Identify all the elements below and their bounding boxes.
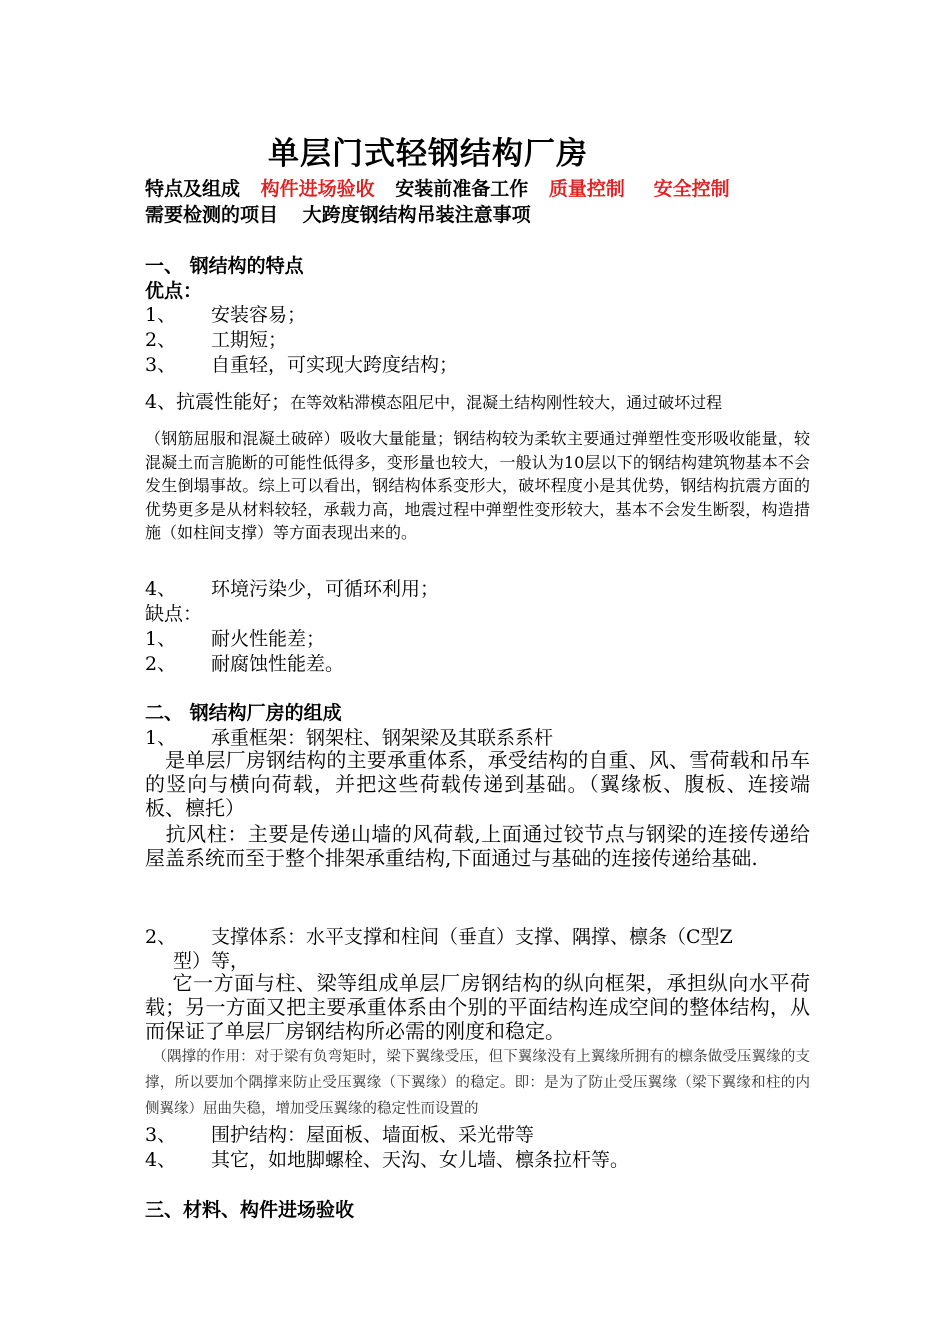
list-number: 3、 xyxy=(145,354,177,376)
knee-brace-note: （隅撑的作用：对于梁有负弯矩时，梁下翼缘受压，但下翼缘没有上翼缘所拥有的檩条做受压翼缘的支撑，所以要加个隅撑来防止受压翼缘（下翼缘）的稳定。即：是为了防止受压翼缘（梁下翼缘和柱的内侧翼缘）屈曲失稳，增加受压翼缘的稳定性而设置的 xyxy=(145,1049,810,1117)
section1-heading: 一、 钢结构的特点 xyxy=(145,255,304,277)
section2-item-4 xyxy=(145,1145,629,1172)
list-text: 耐腐蚀性能差。 xyxy=(211,653,345,675)
list-number: 2、 xyxy=(145,926,177,948)
list-text: 在等效粘滞模态阻尼中，混凝土结构刚性较大，通过破坏过程 xyxy=(290,393,723,412)
list-number: 2、 xyxy=(145,329,177,351)
list-text: 耐火性能差； xyxy=(211,628,326,650)
list-number: 4、 xyxy=(145,578,177,600)
nav-link-acceptance[interactable]: 构件进场验收 xyxy=(260,178,375,200)
nav-link-features[interactable]: 特点及组成 xyxy=(145,178,241,200)
pros-item-3 xyxy=(145,350,458,377)
wind-column-paragraph: 抗风柱：主要是传递山墙的风荷载,上面通过铰节点与钢梁的连接传递给屋盖系统而至于整个排架承重结构,下面通过与基础的连接传递给基础. xyxy=(145,822,810,870)
list-text: 围护结构：屋面板、墙面板、采光带等 xyxy=(211,1124,535,1146)
seismic-paragraph: （钢筋屈服和混凝土破碎）吸收大量能量；钢结构较为柔软主要通过弹塑性变形吸收能量，较混凝土而言脆断的可能性低得多，变形量也较大，一般认为10层以下的钢结构建筑物基本不会发生倒塌事故。综上可以看出，钢结构体系变形大，破坏程度小是其优势，钢结构抗震方面的优势更多是从材料较轻，承载力高，地震过程中弹塑性变形较大，基本不会发生断裂，构造措施（如柱间支撑）等方面表现出来的。 xyxy=(145,429,810,542)
pros-item-2 xyxy=(145,325,287,352)
list-number: 1、 xyxy=(145,628,177,650)
pros-label: 优点： xyxy=(145,280,203,302)
list-number: 1、 xyxy=(145,727,177,749)
list-text: 自重轻，可实现大跨度结构； xyxy=(211,354,459,376)
section3-heading: 三、材料、构件进场验收 xyxy=(145,1199,355,1221)
nav-link-lifting[interactable]: 大跨度钢结构吊装注意事项 xyxy=(302,204,531,226)
page-title: 单层门式轻钢结构厂房 xyxy=(268,136,588,172)
nav-link-inspection[interactable]: 需要检测的项目 xyxy=(145,204,279,226)
cons-label: 缺点： xyxy=(145,603,203,625)
list-lead: 4、抗震性能好； xyxy=(145,391,291,413)
section2-item-3 xyxy=(145,1120,534,1147)
list-text: 支撑体系：水平支撑和柱间（垂直）支撑、隅撑、檩条（C型Z xyxy=(211,926,733,948)
nav-link-quality[interactable]: 质量控制 xyxy=(548,178,625,200)
list-text: 安装容易； xyxy=(211,304,307,326)
pros-item-4-line xyxy=(145,387,722,414)
cons-item-2 xyxy=(145,649,344,676)
list-text: 其它，如地脚螺栓、天沟、女儿墙、檩条拉杆等。 xyxy=(211,1149,630,1171)
pros-item-5 xyxy=(145,574,439,601)
list-text: 环境污染少，可循环利用； xyxy=(211,578,440,600)
nav-link-preparation[interactable]: 安装前准备工作 xyxy=(395,178,529,200)
list-number: 3、 xyxy=(145,1124,177,1146)
list-number: 1、 xyxy=(145,304,177,326)
list-text: 承重框架：钢架柱、钢架梁及其联系系杆 xyxy=(211,727,554,749)
frame-paragraph: 是单层厂房钢结构的主要承重体系，承受结构的自重、风、雪荷载和吊车的竖向与横向荷载，并把这些荷载传递到基础。（翼缘板、腹板、连接端板、檩托） xyxy=(145,748,810,820)
list-number: 4、 xyxy=(145,1149,177,1171)
section2-heading: 二、 钢结构厂房的组成 xyxy=(145,702,342,724)
list-text: 工期短； xyxy=(211,329,288,351)
pros-item-1 xyxy=(145,300,306,327)
nav-row-2 xyxy=(145,200,531,227)
nav-row-1 xyxy=(145,174,730,201)
nav-link-safety[interactable]: 安全控制 xyxy=(653,178,730,200)
section2-item-2-cont: 型）等， xyxy=(173,950,250,972)
bracing-paragraph: 它一方面与柱、梁等组成单层厂房钢结构的纵向框架，承担纵向水平荷载；另一方面又把主要承重体系由个别的平面结构连成空间的整体结构，从而保证了单层厂房钢结构所必需的刚度和稳定。 xyxy=(145,971,810,1043)
section2-item-1 xyxy=(145,723,553,750)
section2-item-2 xyxy=(145,922,733,949)
list-number: 2、 xyxy=(145,653,177,675)
cons-item-1 xyxy=(145,624,325,651)
